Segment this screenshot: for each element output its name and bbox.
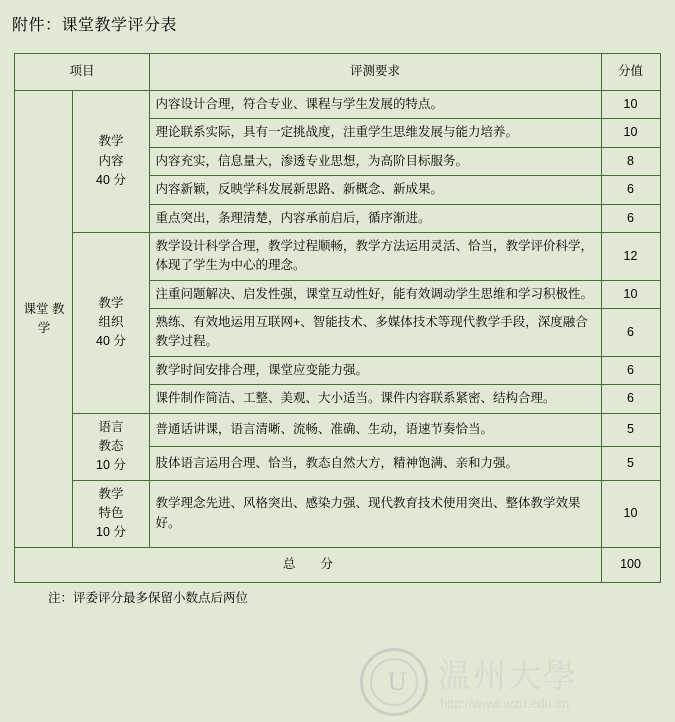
requirement-cell: 内容新颖，反映学科发展新思路、新概念、新成果。 [149,176,601,204]
score-cell: 8 [601,147,660,175]
score-cell: 5 [601,447,660,481]
requirement-cell: 课件制作简洁、工整、美观、大小适当。课件内容联系紧密、结构合理。 [149,385,601,413]
watermark-url: http://www.wzu.edu.cn [440,696,570,711]
page-title: 附件：课堂教学评分表 [12,17,178,34]
requirement-cell: 普通话讲课，语言清晰、流畅、准确、生动，语速节奏恰当。 [149,413,601,447]
table-row [15,413,660,447]
score-cell: 10 [601,91,660,119]
score-cell: 6 [601,204,660,232]
table-header-row [15,54,660,91]
group-label-teaching-organization: 教学 组织 40 分 [73,232,149,413]
university-seal-icon: U [360,648,428,716]
requirement-cell: 注重问题解决、启发性强，课堂互动性好，能有效调动学生思维和学习积极性。 [149,280,601,308]
requirement-cell: 内容设计合理，符合专业、课程与学生发展的特点。 [149,91,601,119]
table-row [15,91,660,119]
header-item: 项目 [15,54,149,91]
table-row [15,232,660,280]
requirement-cell: 内容充实，信息量大，渗透专业思想，为高阶目标服务。 [149,147,601,175]
item-label-cell: 课堂 教学 [15,91,73,548]
requirement-cell: 肢体语言运用合理、恰当，教态自然大方，精神饱满、亲和力强。 [149,447,601,481]
requirement-cell: 重点突出，条理清楚，内容承前启后，循序渐进。 [149,204,601,232]
score-cell: 10 [601,119,660,147]
grading-table [14,53,660,583]
score-cell: 10 [601,280,660,308]
table-row [15,480,660,547]
score-cell: 6 [601,309,660,357]
total-value: 100 [601,547,660,582]
requirement-cell: 教学时间安排合理，课堂应变能力强。 [149,356,601,384]
group-label-teaching-content: 教学 内容 40 分 [73,91,149,233]
footnote: 注：评委评分最多保留小数点后两位 [48,590,249,605]
score-cell: 5 [601,413,660,447]
group-label-language-manner: 语言 教态 10 分 [73,413,149,480]
header-score: 分值 [601,54,660,91]
requirement-cell: 教学设计科学合理，教学过程顺畅，教学方法运用灵活、恰当，教学评价科学，体现了学生为中心的理念。 [149,232,601,280]
total-label: 总 分 [15,547,601,582]
score-cell: 6 [601,385,660,413]
requirement-cell: 教学理念先进、风格突出、感染力强、现代教育技术使用突出、整体教学效果好。 [149,480,601,547]
score-cell: 12 [601,232,660,280]
score-cell: 10 [601,480,660,547]
requirement-cell: 熟练、有效地运用互联网+、智能技术、多媒体技术等现代教学手段，深度融合教学过程。 [149,309,601,357]
header-requirement: 评测要求 [149,54,601,91]
score-cell: 6 [601,176,660,204]
score-cell: 6 [601,356,660,384]
watermark [360,648,660,722]
group-label-teaching-feature: 教学 特色 10 分 [73,480,149,547]
watermark-university-name: 温州大學 [438,659,578,695]
requirement-cell: 理论联系实际，具有一定挑战度，注重学生思维发展与能力培养。 [149,119,601,147]
total-row [15,547,660,582]
